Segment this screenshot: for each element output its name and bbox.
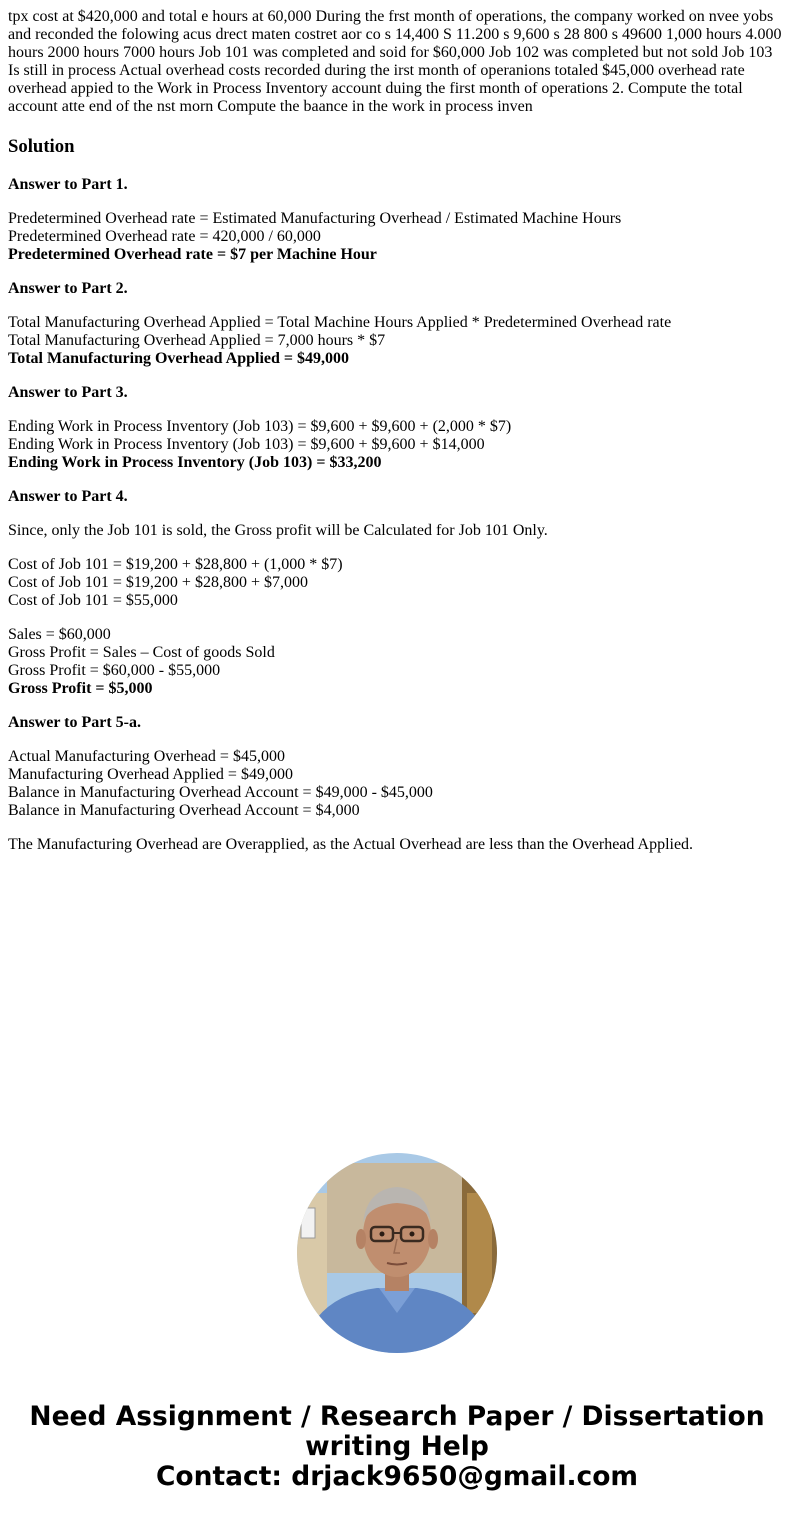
part4-cost — [8, 556, 786, 610]
part2-line1: Total Manufacturing Overhead Applied = Total Machine Hours Applied * Predetermined Overhead rate — [8, 314, 672, 331]
part5a-line4: Balance in Manufacturing Overhead Account = $4,000 — [8, 802, 360, 819]
part1-heading: Answer to Part 1. — [8, 176, 128, 193]
part4-gp1: Gross Profit = Sales – Cost of goods Sold — [8, 644, 275, 661]
part3-line2: Ending Work in Process Inventory (Job 103) = $9,600 + $9,600 + $14,000 — [8, 436, 485, 453]
footer-contact: Contact: drjack9650@gmail.com — [155, 1461, 639, 1492]
part4-intro: Since, only the Job 101 is sold, the Gross profit will be Calculated for Job 101 Only. — [8, 522, 548, 539]
footer-line2: writing Help — [305, 1431, 489, 1462]
part2-heading: Answer to Part 2. — [8, 280, 128, 297]
part5a-line1: Actual Manufacturing Overhead = $45,000 — [8, 748, 285, 765]
part5a-line3: Balance in Manufacturing Overhead Account = $49,000 - $45,000 — [8, 784, 433, 801]
promo-footer — [0, 1402, 794, 1492]
part4-sales: Sales = $60,000 — [8, 626, 111, 643]
part3-heading: Answer to Part 3. — [8, 384, 128, 401]
person-photo-icon — [297, 1153, 497, 1353]
question-text: tpx cost at $420,000 and total e hours at 60,000 During the frst month of operations, the company worked on nvee yobs and reconded the folowing acus drect maten costret aor co s 14,400 S 11.200 s 9,600 s 28 800 s 49600 1,000 hours 4.000 hours 2000 hours 7000 hours Job 101 was completed and soid for $60,000 Job 102 was completed but not sold Job 103 Is still in process Actual overhead costs recorded during the irst month of operanions totaled $45,000 overhead rate overhead appied to the Work in Process Inventory account duing the first month of operations 2. Compute the total account atte end of the nst morn Compute the baance in the work in process inven — [8, 8, 782, 115]
part5a-line2: Manufacturing Overhead Applied = $49,000 — [8, 766, 293, 783]
part2-result: Total Manufacturing Overhead Applied = $49,000 — [8, 350, 349, 367]
part5a-conclusion: The Manufacturing Overhead are Overapplied, as the Actual Overhead are less than the Overhead Applied. — [8, 836, 694, 853]
part1-body — [8, 210, 786, 264]
part4-cost3: Cost of Job 101 = $55,000 — [8, 592, 178, 609]
part3-result: Ending Work in Process Inventory (Job 103) = $33,200 — [8, 454, 382, 471]
part4-gp2: Gross Profit = $60,000 - $55,000 — [8, 662, 221, 679]
part4-cost2: Cost of Job 101 = $19,200 + $28,800 + $7,000 — [8, 574, 308, 591]
part3-body — [8, 418, 786, 472]
part1-result: Predetermined Overhead rate = $7 per Machine Hour — [8, 246, 377, 263]
document-body — [8, 8, 786, 870]
part1-line2: Predetermined Overhead rate = 420,000 / 60,000 — [8, 228, 321, 245]
footer-line1: Need Assignment / Research Paper / Dissertation — [29, 1401, 765, 1432]
solution-heading: Solution — [8, 136, 75, 157]
part4-heading: Answer to Part 4. — [8, 488, 128, 505]
author-avatar — [297, 1153, 497, 1353]
part5a-body — [8, 748, 786, 820]
part4-gross-profit — [8, 626, 786, 698]
part2-line2: Total Manufacturing Overhead Applied = 7,000 hours * $7 — [8, 332, 386, 349]
part2-body — [8, 314, 786, 368]
part3-line1: Ending Work in Process Inventory (Job 103) = $9,600 + $9,600 + (2,000 * $7) — [8, 418, 512, 435]
part4-result: Gross Profit = $5,000 — [8, 680, 153, 697]
part1-line1: Predetermined Overhead rate = Estimated Manufacturing Overhead / Estimated Machine Hours — [8, 210, 622, 227]
part4-cost1: Cost of Job 101 = $19,200 + $28,800 + (1,000 * $7) — [8, 556, 343, 573]
part5a-heading: Answer to Part 5-a. — [8, 714, 142, 731]
